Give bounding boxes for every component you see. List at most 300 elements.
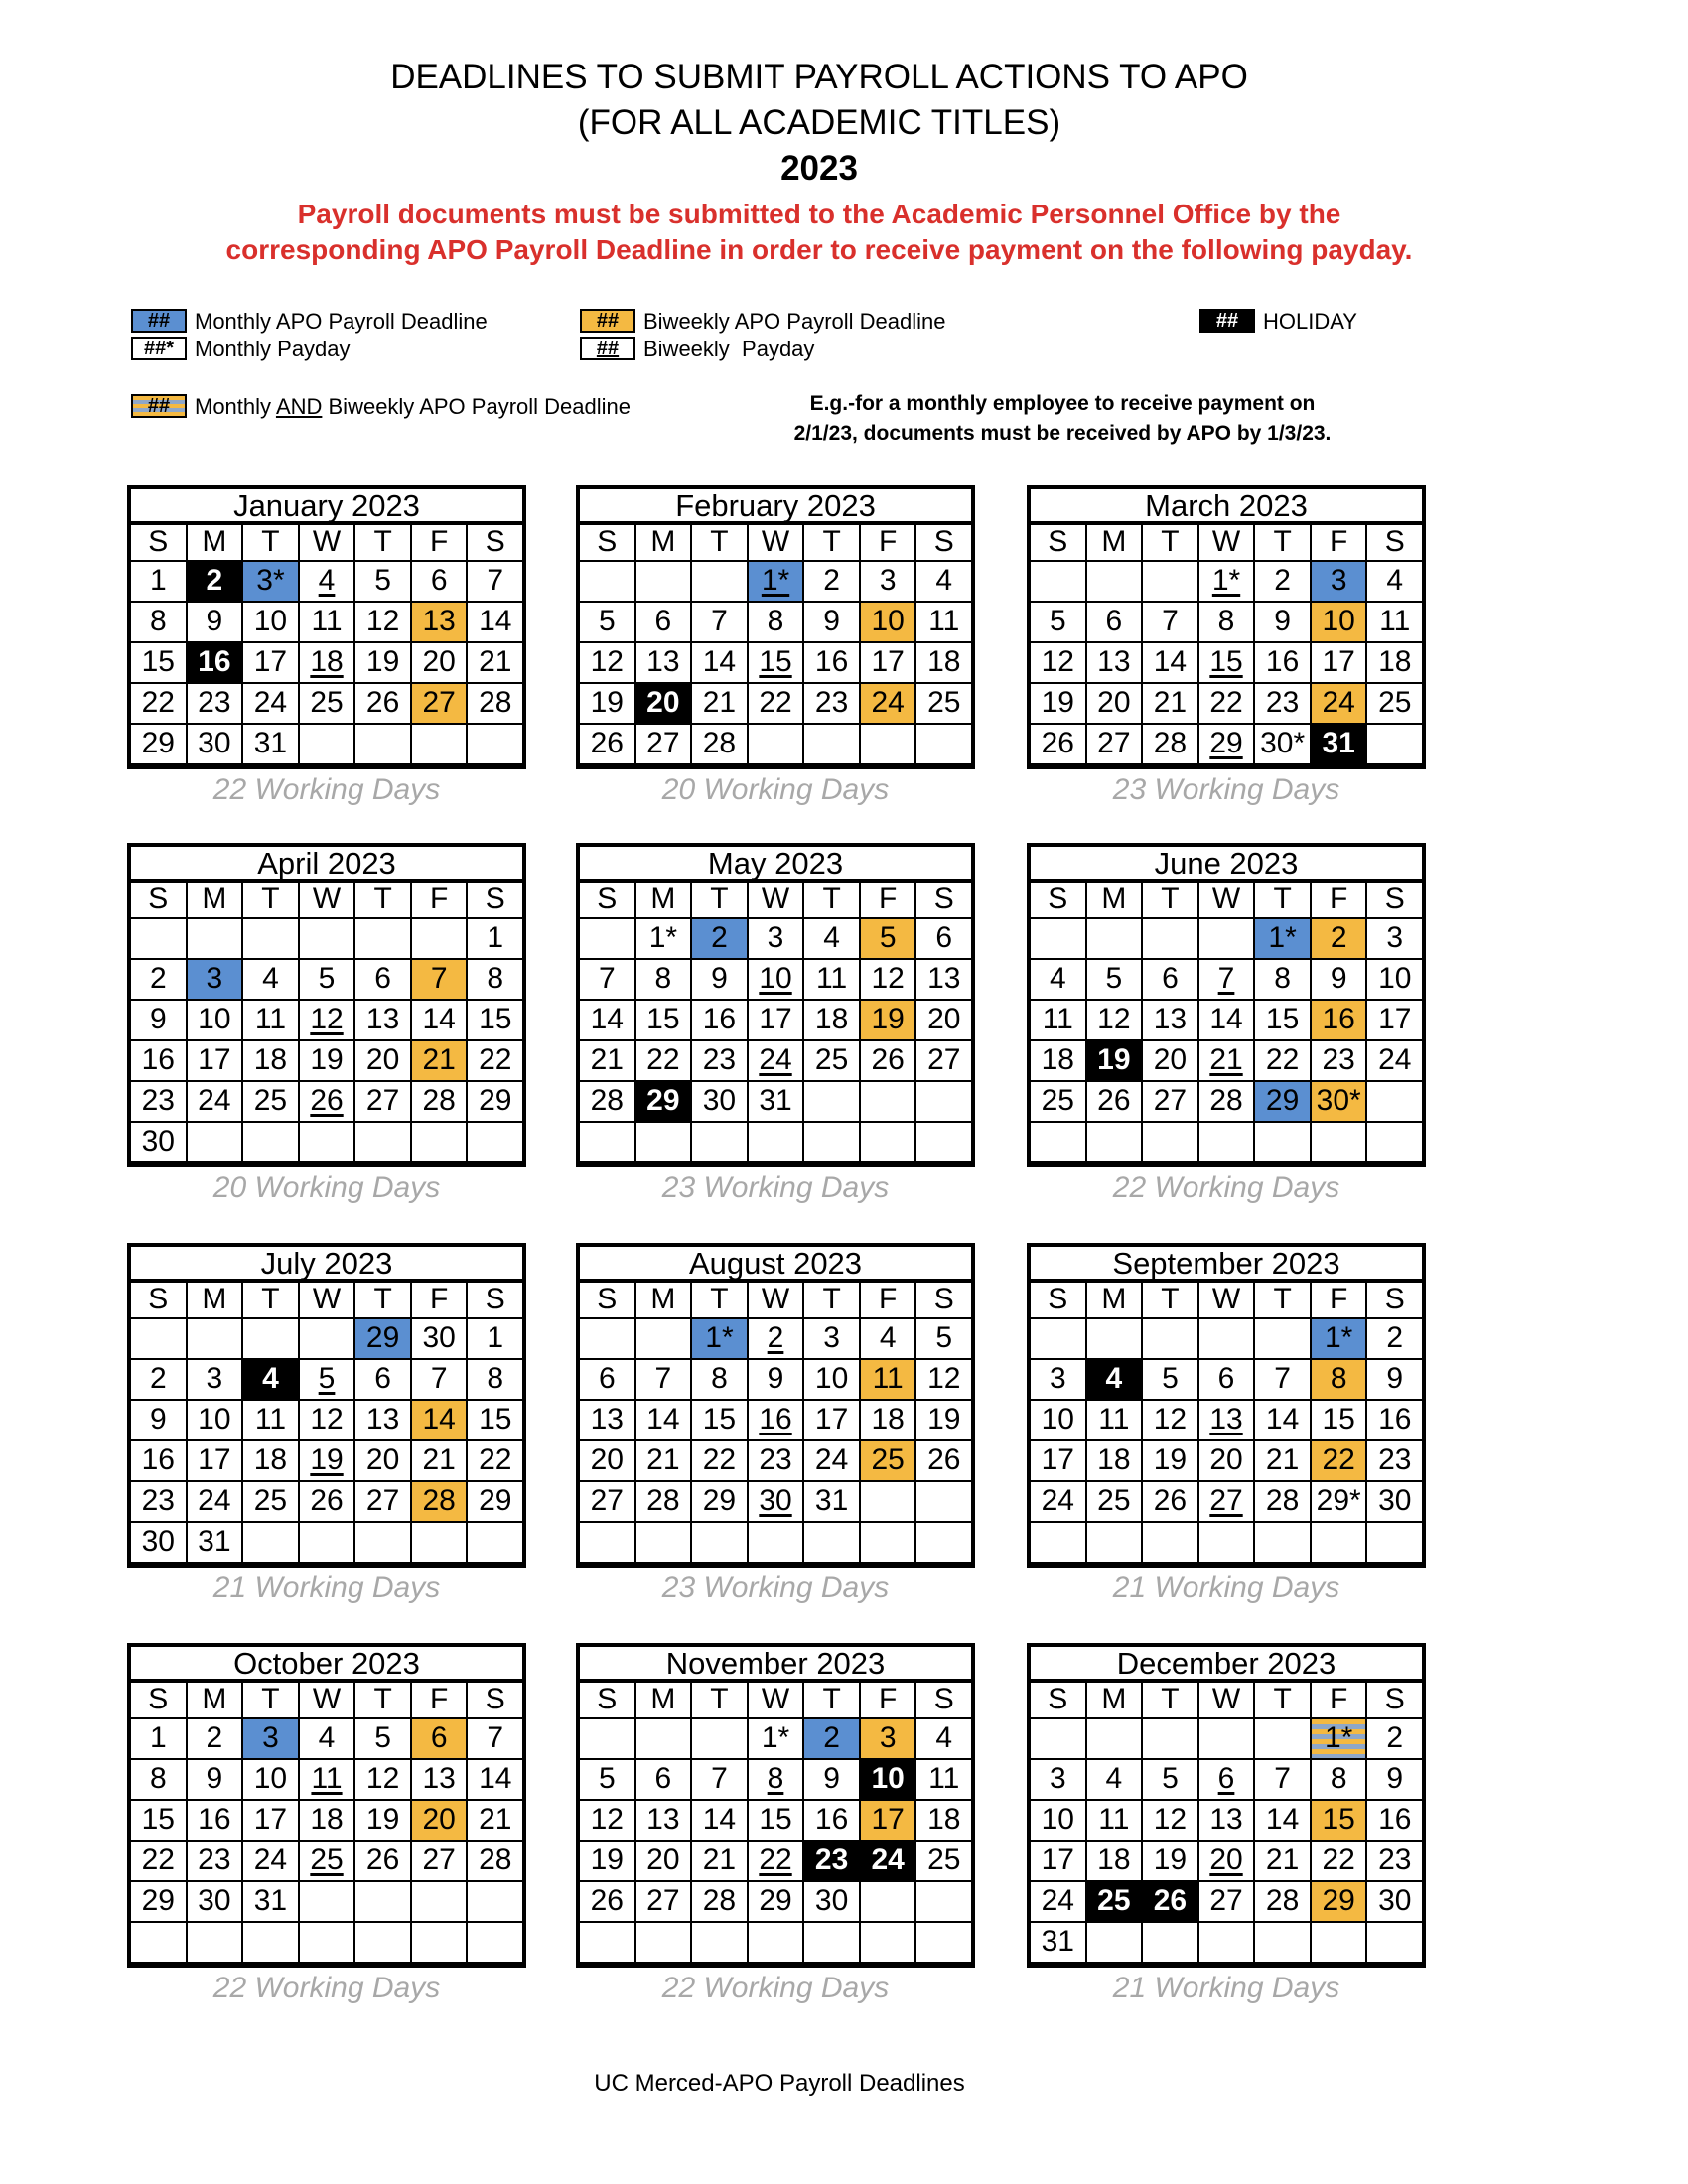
week-row	[580, 1123, 971, 1163]
day-cell	[1255, 1123, 1312, 1163]
weekday-header-row	[131, 525, 522, 562]
day-cell	[1087, 1523, 1144, 1564]
day-cell	[1031, 919, 1087, 960]
week-row	[1031, 1360, 1422, 1401]
month-title: May 2023	[576, 843, 975, 883]
day-cell	[355, 603, 412, 643]
day-cell	[1031, 1319, 1087, 1360]
day-cell	[861, 603, 917, 643]
day-cell	[1199, 1523, 1256, 1564]
day-number: 17	[1041, 1843, 1074, 1876]
day-number: 19	[1097, 1043, 1131, 1076]
week-row	[580, 1041, 971, 1082]
day-cell	[916, 725, 971, 765]
day-number: 25	[310, 686, 344, 719]
day-cell	[692, 1319, 749, 1360]
day-cell	[1087, 1923, 1144, 1964]
day-cell	[804, 725, 861, 765]
day-number: 7	[1274, 1762, 1291, 1795]
weekday-label: S	[468, 525, 522, 562]
day-cell	[355, 1001, 412, 1041]
day-cell	[412, 1123, 469, 1163]
day-cell	[1143, 1523, 1199, 1564]
day-cell	[749, 603, 805, 643]
day-cell	[636, 725, 693, 765]
day-number: 29	[1322, 1884, 1355, 1917]
day-number: 25	[927, 686, 961, 719]
day-cell	[188, 1123, 244, 1163]
day-number: 3	[206, 962, 223, 995]
day-number: 5	[1162, 1762, 1179, 1795]
day-cell	[1143, 1082, 1199, 1123]
day-cell	[1312, 1923, 1368, 1964]
weekday-label: M	[188, 1683, 244, 1719]
day-cell	[804, 1123, 861, 1163]
day-number: 23	[702, 1043, 737, 1076]
day-number: 16	[198, 645, 231, 678]
day-cell	[412, 919, 469, 960]
day-cell	[861, 725, 917, 765]
day-cell	[1255, 1923, 1312, 1964]
weekday-label: S	[580, 883, 636, 919]
month-days-grid	[576, 525, 975, 769]
day-cell	[1199, 1082, 1256, 1123]
day-cell	[355, 725, 412, 765]
weekday-label: T	[1255, 525, 1312, 562]
day-cell	[243, 1719, 300, 1760]
week-row	[131, 1001, 522, 1041]
day-number: 29	[141, 1884, 175, 1917]
legend-monthly-payday-label: Monthly Payday	[195, 337, 351, 361]
day-number: 30	[422, 1321, 456, 1354]
day-cell	[636, 1482, 693, 1523]
day-number: 30	[1378, 1884, 1412, 1917]
day-number: 27	[646, 727, 680, 759]
day-number: 3	[823, 1321, 840, 1354]
day-cell	[1087, 603, 1144, 643]
day-number: 4	[1049, 962, 1066, 995]
day-cell	[243, 1760, 300, 1801]
day-cell	[1199, 1441, 1256, 1482]
month-calendar	[1027, 485, 1426, 807]
day-cell	[1367, 1482, 1422, 1523]
day-cell	[1312, 1123, 1368, 1163]
day-cell	[412, 1041, 469, 1082]
day-number: 14	[646, 1403, 680, 1435]
day-cell	[188, 1719, 244, 1760]
weekday-label: F	[412, 1283, 469, 1319]
day-cell	[300, 1082, 356, 1123]
day-cell	[243, 1842, 300, 1882]
day-cell	[131, 684, 188, 725]
month-calendar	[1027, 1243, 1426, 1605]
day-number: 16	[702, 1003, 737, 1035]
day-cell	[188, 1923, 244, 1964]
day-number: 1*	[761, 1721, 790, 1754]
day-cell	[412, 960, 469, 1001]
day-cell	[1312, 643, 1368, 684]
day-number: 24	[198, 1484, 231, 1517]
day-cell	[580, 1041, 636, 1082]
month-days-grid	[127, 1283, 526, 1568]
weekday-label: T	[1255, 1283, 1312, 1319]
day-number: 26	[1153, 1884, 1188, 1917]
day-number: 28	[1153, 727, 1188, 759]
day-cell	[749, 1482, 805, 1523]
day-cell	[749, 1923, 805, 1964]
weekday-label: S	[131, 1683, 188, 1719]
day-number: 27	[365, 1484, 400, 1517]
day-number: 10	[1378, 962, 1412, 995]
day-cell	[916, 603, 971, 643]
day-number: 20	[365, 1443, 400, 1476]
day-number: 12	[365, 605, 400, 637]
day-cell	[916, 1882, 971, 1923]
day-cell	[1255, 684, 1312, 725]
day-cell	[355, 562, 412, 603]
weekday-label: W	[1199, 1683, 1256, 1719]
day-cell	[1255, 725, 1312, 765]
day-number: 21	[702, 686, 737, 719]
day-cell	[692, 1082, 749, 1123]
day-cell	[1255, 1801, 1312, 1842]
week-row	[1031, 1123, 1422, 1163]
day-number: 30	[198, 1884, 231, 1917]
day-cell	[1367, 1319, 1422, 1360]
day-number: 20	[1209, 1843, 1243, 1876]
day-number: 8	[711, 1362, 728, 1395]
day-cell	[1031, 960, 1087, 1001]
day-cell	[861, 1001, 917, 1041]
notice-line-2: corresponding APO Payroll Deadline in order to receive payment on the following payday.	[225, 234, 1413, 265]
day-number: 31	[759, 1084, 792, 1117]
day-number: 14	[422, 1403, 456, 1435]
day-number: 1	[487, 1321, 504, 1354]
day-number: 27	[422, 1843, 456, 1876]
day-number: 16	[759, 1403, 792, 1435]
day-cell	[1367, 1441, 1422, 1482]
day-cell	[243, 1401, 300, 1441]
day-number: 11	[311, 1762, 343, 1795]
day-cell	[1367, 1401, 1422, 1441]
day-cell	[1143, 919, 1199, 960]
day-number: 6	[374, 1362, 391, 1395]
day-cell	[188, 1801, 244, 1842]
weekday-header-row	[1031, 1283, 1422, 1319]
day-cell	[188, 1082, 244, 1123]
day-cell	[1199, 562, 1256, 603]
legend-monthly-payday-swatch: ##*	[131, 337, 187, 360]
day-cell	[804, 1801, 861, 1842]
day-cell	[188, 1360, 244, 1401]
month-title: March 2023	[1027, 485, 1426, 525]
day-number: 28	[590, 1084, 624, 1117]
day-number: 30	[141, 1125, 175, 1158]
day-number: 16	[198, 1803, 231, 1836]
day-number: 13	[1097, 645, 1131, 678]
day-number: 15	[141, 1803, 175, 1836]
day-cell	[861, 1123, 917, 1163]
day-cell	[1143, 1041, 1199, 1082]
day-number: 24	[759, 1043, 792, 1076]
day-cell	[300, 1319, 356, 1360]
day-cell	[1312, 1441, 1368, 1482]
week-row	[580, 1923, 971, 1964]
day-cell	[749, 1041, 805, 1082]
day-number: 2	[149, 1362, 167, 1395]
day-cell	[1255, 1001, 1312, 1041]
week-row	[580, 684, 971, 725]
day-number: 18	[1378, 645, 1412, 678]
day-cell	[1199, 960, 1256, 1001]
month-title: December 2023	[1027, 1643, 1426, 1683]
legend-biweekly-payday-label: Biweekly Payday	[643, 337, 815, 361]
day-cell	[468, 603, 522, 643]
day-cell	[1367, 1923, 1422, 1964]
weekday-label: T	[804, 1283, 861, 1319]
month-days-grid	[576, 883, 975, 1167]
day-number: 12	[590, 1803, 624, 1836]
day-cell	[468, 1719, 522, 1760]
day-cell	[1087, 1882, 1144, 1923]
day-cell	[355, 1041, 412, 1082]
day-cell	[636, 1842, 693, 1882]
week-row	[1031, 1441, 1422, 1482]
day-number: 25	[1041, 1084, 1074, 1117]
day-number: 25	[814, 1043, 849, 1076]
day-cell	[1367, 1001, 1422, 1041]
day-number: 24	[253, 686, 288, 719]
day-number: 6	[430, 564, 448, 597]
day-number: 4	[262, 962, 279, 995]
day-number: 14	[1153, 645, 1188, 678]
day-number: 18	[1097, 1443, 1131, 1476]
day-cell	[468, 725, 522, 765]
week-row	[1031, 603, 1422, 643]
day-cell	[1031, 1401, 1087, 1441]
day-cell	[692, 1719, 749, 1760]
week-row	[131, 562, 522, 603]
weekday-label: F	[861, 1683, 917, 1719]
day-cell	[1255, 1523, 1312, 1564]
day-cell	[131, 1760, 188, 1801]
day-cell	[468, 1001, 522, 1041]
day-number: 2	[711, 921, 728, 954]
weekday-label: M	[1087, 883, 1144, 919]
day-number: 10	[253, 605, 288, 637]
month-calendar	[127, 843, 526, 1205]
day-number: 28	[422, 1084, 456, 1117]
day-cell	[1031, 1041, 1087, 1082]
day-number: 9	[206, 605, 223, 637]
day-cell	[580, 1123, 636, 1163]
day-cell	[412, 1360, 469, 1401]
day-cell	[1255, 1082, 1312, 1123]
day-cell	[580, 684, 636, 725]
day-number: 11	[928, 605, 960, 637]
weekday-label: M	[1087, 1683, 1144, 1719]
day-cell	[412, 1482, 469, 1523]
day-cell	[749, 1882, 805, 1923]
day-number: 9	[1386, 1362, 1404, 1395]
day-number: 23	[1322, 1043, 1355, 1076]
day-number: 21	[1209, 1043, 1243, 1076]
day-cell	[1312, 725, 1368, 765]
day-number: 18	[253, 1443, 288, 1476]
day-cell	[1087, 1001, 1144, 1041]
day-number: 4	[318, 1721, 336, 1754]
day-cell	[916, 1082, 971, 1123]
day-cell	[749, 562, 805, 603]
day-number: 8	[149, 1762, 167, 1795]
month-title: November 2023	[576, 1643, 975, 1683]
day-number: 15	[1209, 645, 1243, 678]
day-cell	[692, 960, 749, 1001]
weekday-label: T	[692, 525, 749, 562]
day-number: 7	[711, 1762, 728, 1795]
day-cell	[861, 1842, 917, 1882]
day-number: 21	[1265, 1443, 1300, 1476]
day-cell	[580, 919, 636, 960]
day-number: 12	[1153, 1803, 1188, 1836]
day-number: 11	[816, 962, 848, 995]
day-number: 12	[927, 1362, 961, 1395]
weekday-label: S	[916, 1283, 971, 1319]
day-number: 28	[422, 1484, 456, 1517]
day-number: 10	[871, 605, 905, 637]
day-cell	[1312, 603, 1368, 643]
day-number: 11	[1042, 1003, 1073, 1035]
day-number: 14	[1209, 1003, 1243, 1035]
day-cell	[636, 684, 693, 725]
week-row	[131, 643, 522, 684]
day-cell	[355, 919, 412, 960]
weekday-label: W	[749, 883, 805, 919]
day-number: 12	[1041, 645, 1074, 678]
day-number: 25	[253, 1084, 288, 1117]
day-number: 29	[759, 1884, 792, 1917]
day-number: 26	[1097, 1084, 1131, 1117]
day-number: 4	[1386, 564, 1404, 597]
day-number: 11	[872, 1362, 904, 1395]
month-calendar	[576, 843, 975, 1205]
day-cell	[1255, 1041, 1312, 1082]
day-number: 9	[1330, 962, 1347, 995]
week-row	[580, 1441, 971, 1482]
day-cell	[188, 1482, 244, 1523]
day-cell	[1199, 1319, 1256, 1360]
day-cell	[1312, 960, 1368, 1001]
day-number: 15	[141, 645, 175, 678]
week-row	[1031, 643, 1422, 684]
day-number: 22	[702, 1443, 737, 1476]
day-cell	[243, 1801, 300, 1842]
day-cell	[861, 684, 917, 725]
week-row	[131, 1523, 522, 1564]
day-number: 20	[1153, 1043, 1188, 1076]
weekday-label: T	[692, 883, 749, 919]
day-cell	[1031, 1123, 1087, 1163]
weekday-label: T	[1143, 525, 1199, 562]
day-cell	[1031, 1801, 1087, 1842]
day-number: 19	[310, 1443, 344, 1476]
weekday-header-row	[580, 883, 971, 919]
day-number: 25	[310, 1843, 344, 1876]
weekday-label: T	[1143, 1683, 1199, 1719]
day-cell	[131, 1123, 188, 1163]
day-number: 13	[1153, 1003, 1188, 1035]
week-row	[1031, 1041, 1422, 1082]
day-cell	[1255, 960, 1312, 1001]
day-number: 26	[310, 1084, 344, 1117]
day-number: 30*	[1316, 1084, 1361, 1117]
day-cell	[692, 1923, 749, 1964]
day-cell	[749, 919, 805, 960]
day-number: 25	[253, 1484, 288, 1517]
day-cell	[749, 1001, 805, 1041]
day-cell	[300, 1001, 356, 1041]
day-number: 22	[1322, 1843, 1355, 1876]
day-cell	[468, 1360, 522, 1401]
day-cell	[355, 1482, 412, 1523]
week-row	[131, 1801, 522, 1842]
day-cell	[243, 1441, 300, 1482]
day-number: 16	[1378, 1803, 1412, 1836]
day-cell	[1031, 1523, 1087, 1564]
day-number: 19	[365, 645, 400, 678]
week-row	[131, 1842, 522, 1882]
day-cell	[1031, 643, 1087, 684]
day-cell	[692, 1123, 749, 1163]
footer-text: UC Merced-APO Payroll Deadlines	[594, 2070, 965, 2097]
month-title: August 2023	[576, 1243, 975, 1283]
day-number: 18	[310, 645, 344, 678]
day-cell	[1143, 1123, 1199, 1163]
weekday-label: F	[1312, 1683, 1368, 1719]
day-cell	[300, 1123, 356, 1163]
day-cell	[1143, 1760, 1199, 1801]
weekday-label: M	[188, 1283, 244, 1319]
day-cell	[804, 1041, 861, 1082]
month-title: June 2023	[1027, 843, 1426, 883]
week-row	[580, 1360, 971, 1401]
day-cell	[804, 960, 861, 1001]
week-row	[580, 1719, 971, 1760]
day-cell	[1143, 684, 1199, 725]
weekday-label: S	[1367, 1283, 1422, 1319]
day-cell	[1312, 684, 1368, 725]
day-cell	[412, 1401, 469, 1441]
day-cell	[1199, 1842, 1256, 1882]
day-cell	[1087, 1719, 1144, 1760]
day-number: 26	[1041, 727, 1074, 759]
day-number: 20	[365, 1043, 400, 1076]
day-cell	[1367, 1523, 1422, 1564]
day-cell	[188, 643, 244, 684]
day-number: 21	[1153, 686, 1188, 719]
day-number: 30	[1378, 1484, 1412, 1517]
day-number: 2	[823, 564, 840, 597]
day-number: 3	[1386, 921, 1404, 954]
day-number: 2	[767, 1321, 784, 1354]
day-cell	[749, 1719, 805, 1760]
day-cell	[804, 1482, 861, 1523]
day-cell	[1367, 1760, 1422, 1801]
day-cell	[692, 1523, 749, 1564]
month-calendar	[127, 485, 526, 807]
day-number: 23	[198, 1843, 231, 1876]
day-number: 23	[141, 1084, 175, 1117]
